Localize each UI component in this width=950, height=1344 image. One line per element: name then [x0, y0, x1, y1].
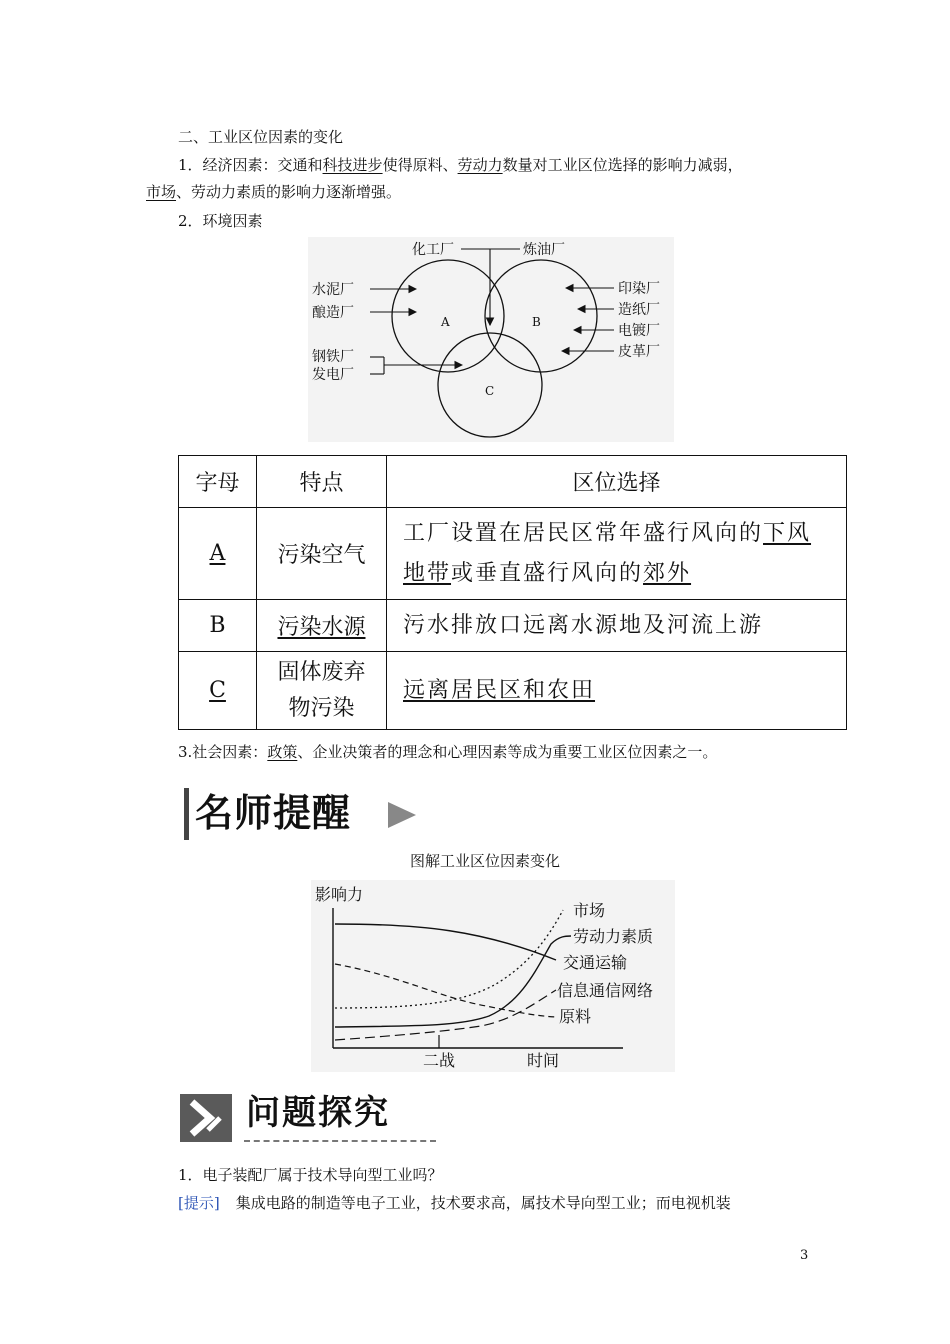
- factory-dyeing: 印染厂: [618, 281, 660, 297]
- row-a-choice-text-1: 工厂设置在居民区常年盛行风向的: [403, 520, 764, 546]
- row-a-feature: 污染空气: [257, 508, 387, 600]
- label-b: B: [532, 315, 541, 329]
- chevron-right-icon: [180, 1094, 232, 1142]
- factory-brewery: 酿造厂: [312, 305, 354, 321]
- econ-keyword-market: 市场: [146, 183, 177, 201]
- factory-leather: 皮革厂: [618, 344, 660, 360]
- hint-text: 集成电路的制造等电子工业，技术要求高，属技术导向型工业；而电视机装: [235, 1194, 731, 1212]
- triangle-right-icon: [386, 800, 418, 830]
- hint-label: [提示]: [178, 1194, 220, 1212]
- row-c-feature-2: 物污染: [288, 695, 355, 721]
- header-choice: 区位选择: [387, 456, 847, 508]
- series-line-transport: [335, 924, 556, 960]
- row-a-choice: [403, 514, 834, 594]
- trend-svg: [311, 880, 675, 1072]
- econ-lead: 1．经济因素：交通和: [178, 156, 323, 174]
- label-a: A: [441, 315, 450, 329]
- question-banner-divider: [244, 1140, 436, 1142]
- econ-keyword-labor: 劳动力: [457, 156, 503, 174]
- header-letter: 字母: [179, 456, 257, 508]
- row-a-choice-keyword-downwind: 下风地带: [403, 520, 812, 586]
- series-label-info-network: 信息通信网络: [557, 981, 654, 1000]
- banner-bar-icon: [184, 788, 189, 840]
- series-line-info-network: [335, 990, 556, 1040]
- econ-line-1: [178, 154, 743, 176]
- row-a-choice-keyword-suburb: 郊外: [643, 560, 692, 586]
- venn-diagram: [308, 237, 674, 442]
- econ-keyword-tech: 科技进步: [322, 156, 383, 174]
- question-text: 1．电子装配厂属于技术导向型工业吗？: [178, 1166, 443, 1184]
- teacher-tip-title: 名师提醒: [195, 791, 352, 835]
- factory-steel: 钢铁厂: [312, 349, 354, 365]
- question-banner: [180, 1090, 442, 1144]
- row-a-letter: A: [209, 541, 226, 566]
- table-row: [179, 652, 847, 730]
- row-c-letter: C: [209, 678, 226, 703]
- x-marker-label: 二战: [423, 1051, 456, 1070]
- circle-b: [485, 260, 597, 372]
- label-c: C: [485, 384, 495, 398]
- section-title: 二、工业区位因素的变化: [178, 128, 344, 146]
- row-c-choice: 远离居民区和农田: [403, 677, 596, 703]
- row-a-choice-text-2: 或垂直盛行风向的: [451, 560, 644, 586]
- env-title: 2．环境因素: [178, 212, 263, 230]
- hint-line: [178, 1192, 731, 1214]
- econ-tail-2: 、劳动力素质的影响力逐渐增强。: [176, 183, 402, 201]
- series-label-raw: 原料: [559, 1007, 592, 1026]
- factory-power: 发电厂: [312, 367, 354, 383]
- series-line-labor-quality: [335, 936, 571, 1027]
- social-line: [178, 741, 717, 763]
- social-lead: 3.社会因素：: [178, 743, 268, 761]
- econ-line-2: [146, 181, 401, 203]
- header-feature: 特点: [257, 456, 387, 508]
- x-axis-label: 时间: [527, 1051, 560, 1070]
- factory-plating: 电镀厂: [618, 323, 660, 339]
- row-c-feature-1: 固体废弃: [277, 659, 366, 685]
- chart-caption: 图解工业区位因素变化: [410, 852, 561, 870]
- social-keyword-policy: 政策: [267, 743, 298, 761]
- series-label-labor-quality: 劳动力素质: [573, 927, 654, 946]
- y-axis-label: 影响力: [315, 885, 364, 904]
- table-row: [179, 600, 847, 652]
- teacher-tip-banner: [181, 788, 421, 840]
- table-header-row: [179, 456, 847, 508]
- econ-tail-1: 数量对工业区位选择的影响力减弱，: [502, 156, 743, 174]
- trend-chart: [311, 880, 675, 1072]
- series-line-raw: [335, 964, 556, 1017]
- question-banner-title: 问题探究: [246, 1093, 390, 1133]
- series-label-transport: 交通运输: [563, 953, 628, 972]
- row-b-feature: 污染水源: [277, 615, 366, 640]
- table-row: [179, 508, 847, 600]
- factory-paper: 造纸厂: [618, 302, 660, 318]
- factory-chemical: 化工厂: [412, 242, 454, 258]
- factory-refinery: 炼油厂: [523, 242, 565, 258]
- row-b-choice: 污水排放口远离水源地及河流上游: [403, 612, 764, 638]
- social-tail: 、企业决策者的理念和心理因素等成为重要工业区位因素之一。: [297, 743, 718, 761]
- row-b-letter: B: [179, 600, 257, 652]
- venn-svg: [308, 237, 674, 442]
- series-label-market: 市场: [573, 901, 606, 920]
- factory-cement: 水泥厂: [312, 282, 354, 298]
- factor-table: [178, 455, 847, 730]
- chevron-box-icon: [180, 1094, 232, 1142]
- econ-mid: 使得原料、: [382, 156, 458, 174]
- page-number: 3: [800, 1248, 809, 1263]
